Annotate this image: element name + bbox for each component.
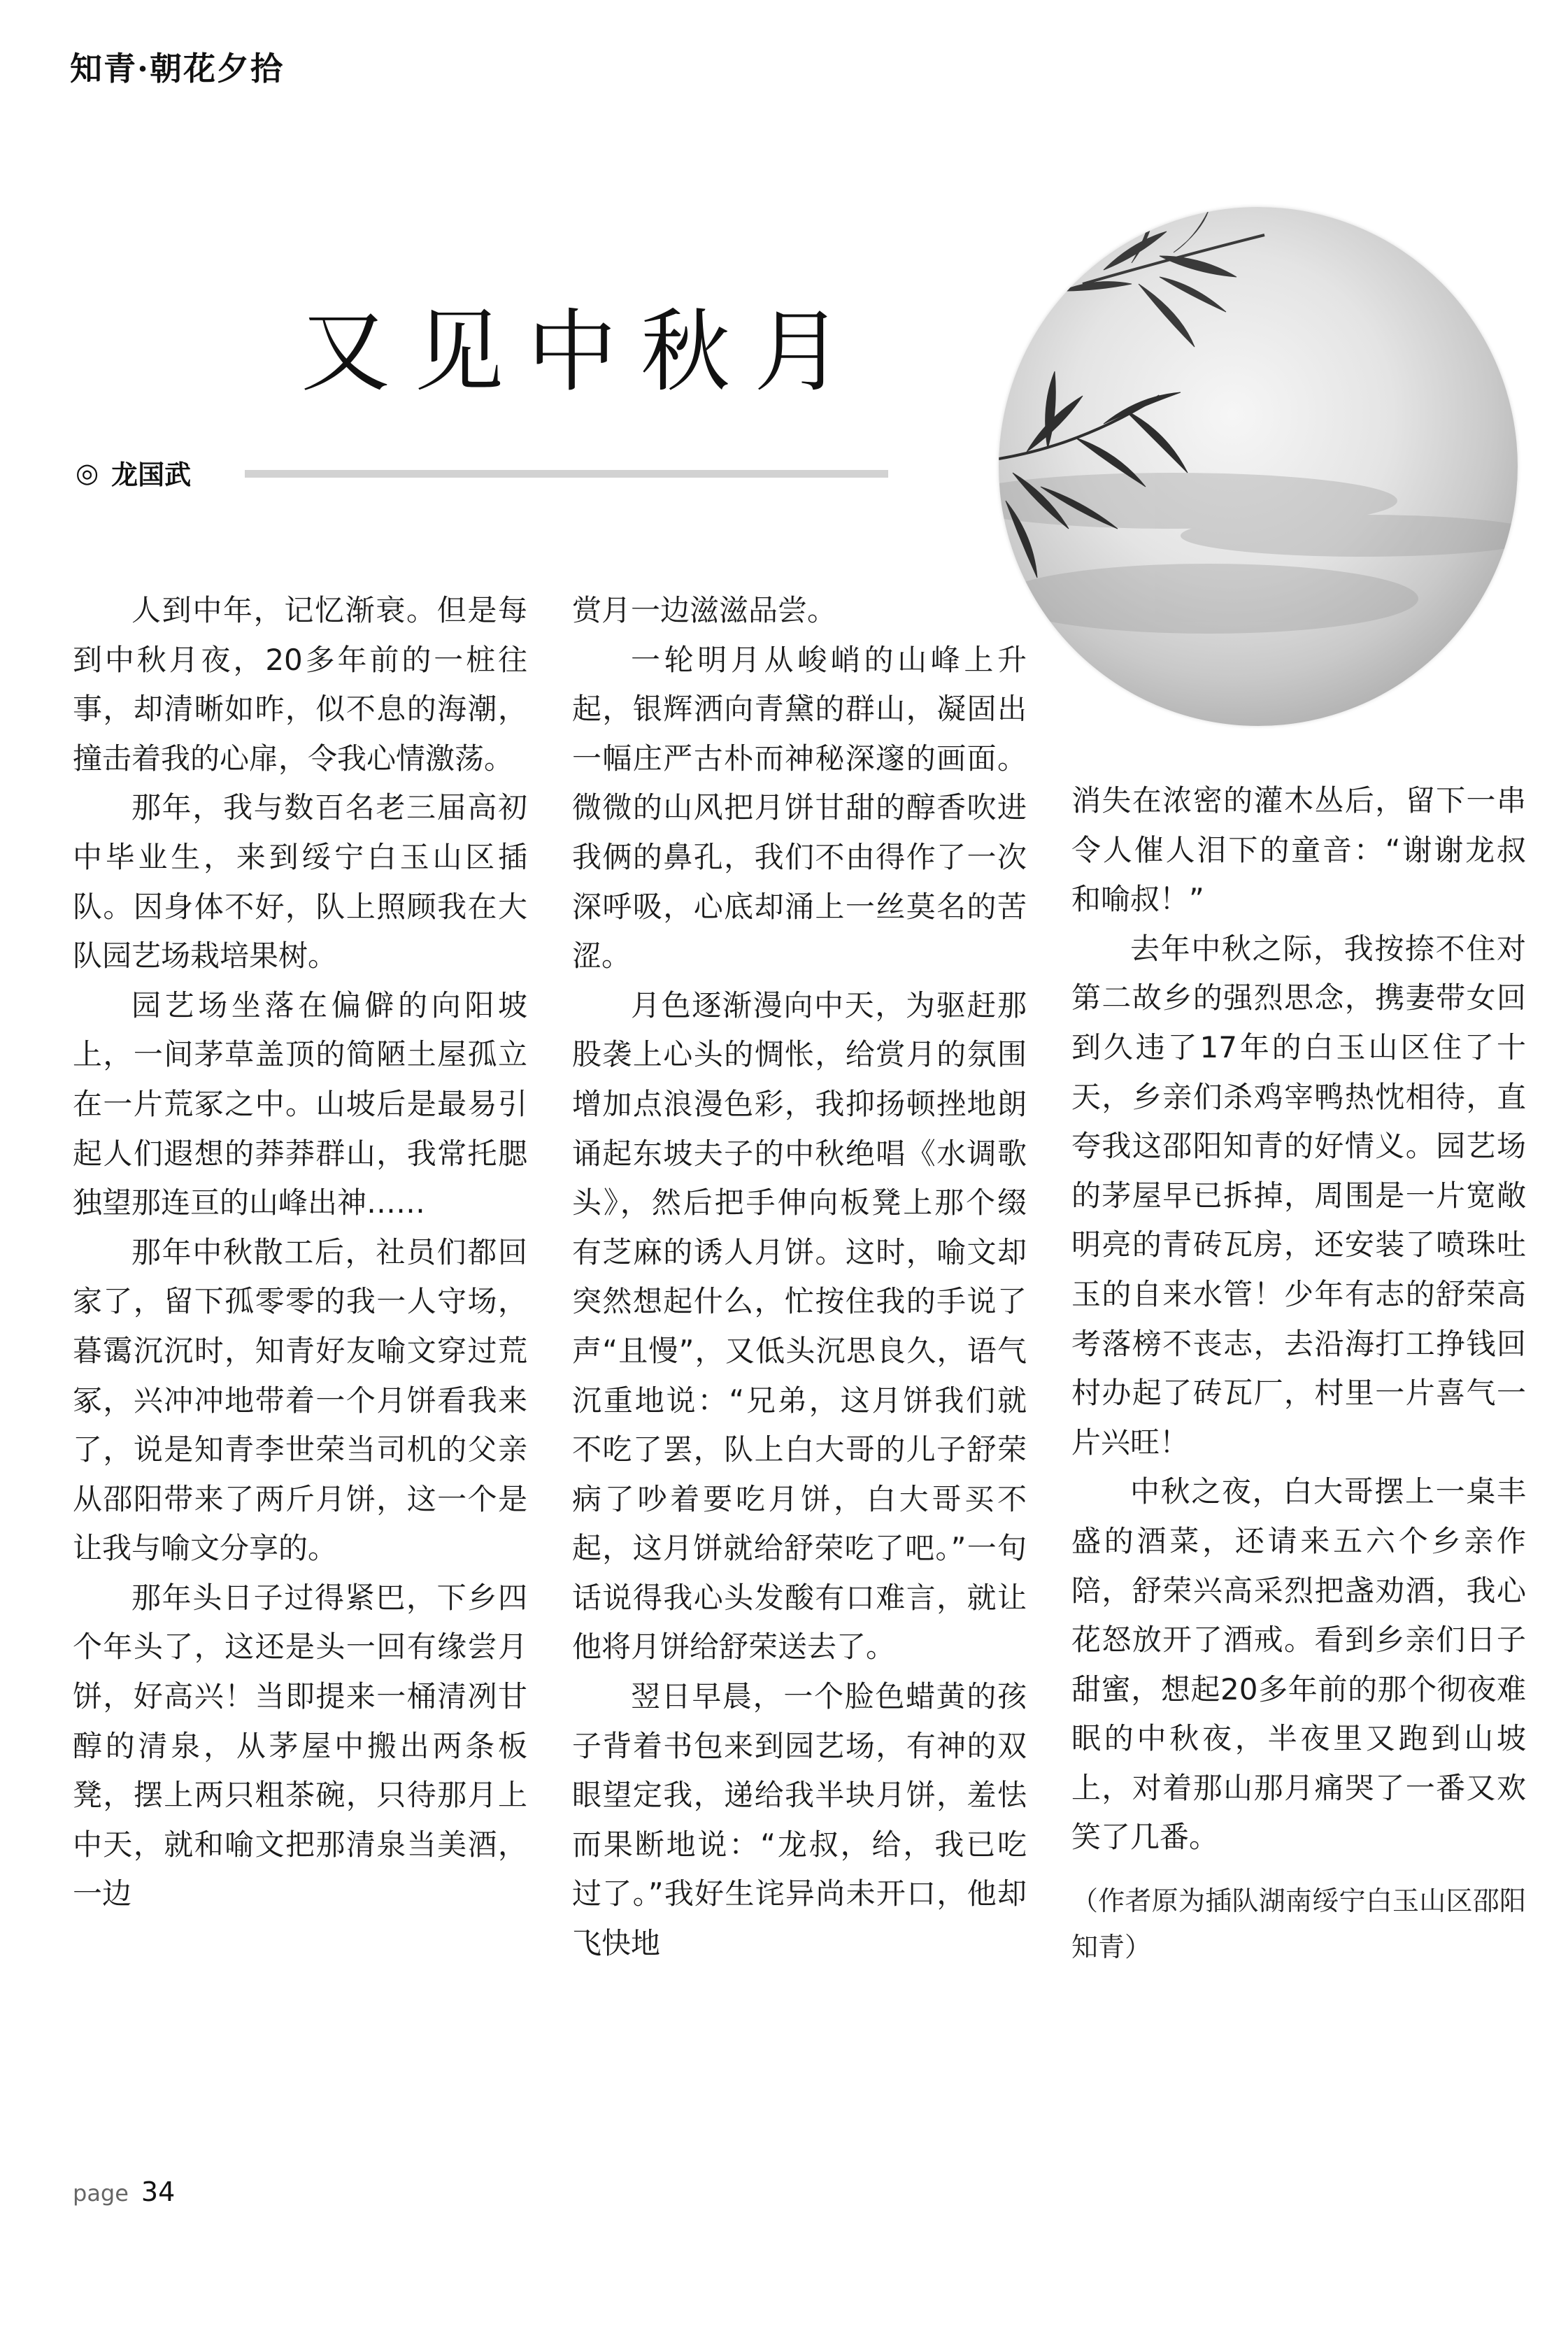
page-number: 34 (141, 2176, 176, 2207)
paragraph: 那年头日子过得紧巴，下乡四个年头了，这还是头一回有缘尝月饼，好高兴！当即提来一桶清冽甘醇的清泉，从茅屋中搬出两条板凳，摆上两只粗茶碗，只待那月上中天，就和喻文把那清泉当美酒，一边 (73, 1580, 527, 1911)
moon-bamboo-illustration (999, 207, 1518, 726)
mist-layer (999, 473, 1518, 634)
author-mark: ◎ (76, 457, 99, 488)
byline (76, 453, 191, 492)
author-name: 龙国武 (111, 459, 192, 490)
paragraph: 去年中秋之际，我按捺不住对第二故乡的强烈思念，携妻带女回到久违了17年的白玉山区住了十天，乡亲们杀鸡宰鸭热忱相待，直夸我这邵阳知青的好情义。园艺场的茅屋早已拆掉，周围是一片宽敞明亮的青砖瓦房，还安装了喷珠吐玉的自来水管！少年有志的舒荣高考落榜不丧志，去沿海打工挣钱回村办起了砖瓦厂，村里一片喜气一片兴旺！ (1071, 931, 1526, 1460)
column-3 (1071, 776, 1526, 1970)
paragraph: 那年，我与数百名老三届高初中毕业生，来到绥宁白玉山区插队。因身体不好，队上照顾我在大队园艺场栽培果树。 (73, 790, 527, 974)
paragraph: 园艺场坐落在偏僻的向阳坡上，一间茅草盖顶的简陋土屋孤立在一片荒冢之中。山坡后是最易引起人们遐想的莽莽群山，我常托腮独望那连亘的山峰出神…… (73, 988, 527, 1220)
paragraph-continuation: 消失在浓密的灌木丛后，留下一串令人催人泪下的童音：“谢谢龙叔和喻叔！” (1071, 783, 1526, 917)
page-label: page (73, 2180, 129, 2207)
page-footer (73, 2176, 175, 2207)
paragraph-continuation: 赏月一边滋滋品尝。 (572, 593, 837, 627)
bamboo-top-icon (1062, 211, 1264, 347)
paragraph: 那年中秋散工后，社员们都回家了，留下孤零零的我一人守场，暮霭沉沉时，知青好友喻文穿过荒冢，兴冲冲地带着一个月饼看我来了，说是知青李世荣当司机的父亲从邵阳带来了两斤月饼，这一个是让我与喻文分享的。 (73, 1234, 527, 1566)
paragraph: 一轮明月从峻峭的山峰上升起，银辉洒向青黛的群山，凝固出一幅庄严古朴而神秘深邃的画面。微微的山风把月饼甘甜的醇香吹进我俩的鼻孔，我们不由得作了一次深呼吸，心底却涌上一丝莫名的苦涩。 (572, 642, 1027, 974)
paragraph: 翌日早晨，一个脸色蜡黄的孩子背着书包来到园艺场，有神的双眼望定我，递给我半块月饼，羞怯而果断地说：“龙叔，给，我已吃过了。”我好生诧异尚未开口，他却飞快地 (572, 1679, 1027, 1961)
article-title: 又见中秋月 (301, 300, 868, 404)
paragraph: 人到中年，记忆渐衰。但是每到中秋月夜，20多年前的一桩往事，却清晰如昨，似不息的海潮，撞击着我的心扉，令我心情激荡。 (73, 593, 527, 776)
section-header: 知青·朝花夕拾 (70, 50, 285, 87)
paragraph: 中秋之夜，白大哥摆上一桌丰盛的酒菜，还请来五六个乡亲作陪，舒荣兴高采烈把盏劝酒，我心花怒放开了酒戒。看到乡亲们日子甜蜜，想起20多年前的那个彻夜难眠的中秋夜，半夜里又跑到山坡上，对着那山那月痛哭了一番又欢笑了几番。 (1071, 1474, 1526, 1855)
column-2 (572, 586, 1027, 1969)
paragraph: 月色逐渐漫向中天，为驱赶那股袭上心头的惆怅，给赏月的氛围增加点浪漫色彩，我抑扬顿挫地朗诵起东坡夫子的中秋绝唱《水调歌头》，然后把手伸向板凳上那个缀有芝麻的诱人月饼。这时，喻文却突然想起什么，忙按住我的手说了声“且慢”，又低头沉思良久，语气沉重地说：“兄弟，这月饼我们就不吃了罢，队上白大哥的儿子舒荣病了吵着要吃月饼，白大哥买不起，这月饼就给舒荣吃了吧。”一句话说得我心头发酸有口难言，就让他将月饼给舒荣送去了。 (572, 988, 1027, 1665)
author-note: （作者原为插队湖南绥宁白玉山区邵阳知青） (1071, 1886, 1526, 1963)
title-rule (245, 470, 888, 478)
column-1 (73, 586, 527, 1919)
